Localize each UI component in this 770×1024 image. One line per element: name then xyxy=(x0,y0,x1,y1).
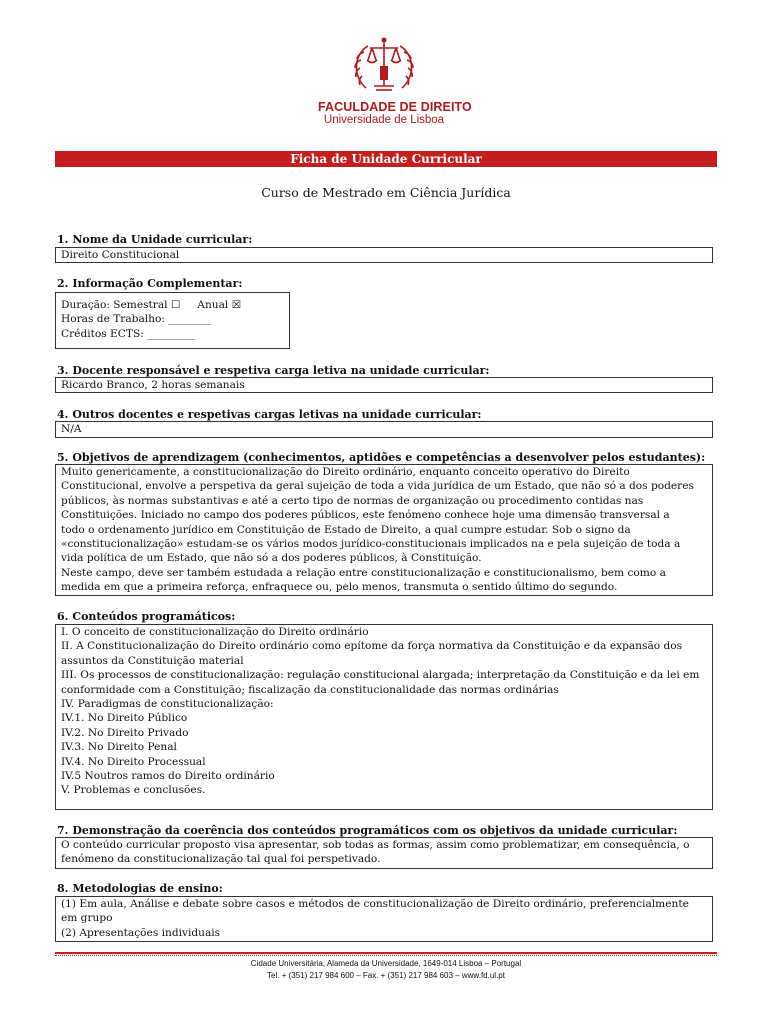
section-6-heading: 6. Conteúdos programáticos: xyxy=(57,610,236,623)
section-7-field xyxy=(55,837,713,869)
semestral-checkbox: ☐ xyxy=(170,299,181,311)
objectives-line: públicos, às normas substantivas e até a certo tipo de normas de organização ou procedimento contidas nas xyxy=(61,494,644,507)
scales-of-justice-icon xyxy=(346,36,422,98)
section-1-heading: 1. Nome da Unidade curricular: xyxy=(57,233,253,246)
contents-line: IV.3. No Direito Penal xyxy=(61,741,177,754)
objectives-line: Neste campo, deve ser também estudada a relação entre constitucionalização e constitucionalismo, bem como a xyxy=(61,566,666,579)
methodology-line: (1) Em aula, Análise e debate sobre casos e métodos de constitucionalização de Direito ordinário, preferencialmente xyxy=(61,898,689,910)
unit-name-value: Direito Constitucional xyxy=(61,249,180,261)
contents-line: IV.5 Noutros ramos do Direito ordinário xyxy=(61,770,275,783)
section-4-field xyxy=(55,421,713,438)
section-7-heading: 7. Demonstração da coerência dos conteúdos programáticos com os objetivos da unidade curricular: xyxy=(57,824,678,837)
section-5-heading: 5. Objetivos de aprendizagem (conhecimentos, aptidões e competências a desenvolver pelos estudantes): xyxy=(57,451,706,464)
contents-line: II. A Constitucionalização do Direito ordinário como epítome da força normativa da Constituição e da expansão dos xyxy=(61,640,683,653)
contents-line: IV.2. No Direito Privado xyxy=(61,726,189,739)
objectives-line: Muito genericamente, a constitucionalização do Direito ordinário, enquanto conceito operativo do Direito xyxy=(61,466,630,478)
contents-line: I. O conceito de constitucionalização do Direito ordinário xyxy=(61,626,369,638)
logo-university-name: Universidade de Lisboa xyxy=(323,114,445,126)
footer-divider-dotted xyxy=(55,955,717,956)
contents-line: III. Os processos de constitucionalização: regulação constitucional alargada; interpretação da Constituição e da lei em xyxy=(61,669,700,682)
footer-divider xyxy=(55,952,717,954)
section-1-field xyxy=(55,247,713,263)
responsible-teacher-value: Ricardo Branco, 2 horas semanais xyxy=(61,379,245,391)
contents-line: assuntos da Constituição material xyxy=(61,654,244,667)
duration-label: Duração: Semestral xyxy=(61,299,168,311)
contents-line: IV.1. No Direito Público xyxy=(61,712,188,725)
section-8-heading: 8. Metodologias de ensino: xyxy=(57,882,223,895)
course-name: Curso de Mestrado em Ciência Jurídica xyxy=(261,185,511,200)
section-4-heading: 4. Outros docentes e respetivas cargas letivas na unidade curricular: xyxy=(57,408,482,421)
coherence-line: fenómeno da constitucionalização tal qual foi perspetivado. xyxy=(61,853,381,866)
footer-address: Cidade Universitária, Alameda da Universidade, 1649-014 Lisboa – Portugal xyxy=(250,959,522,968)
contents-line: V. Problemas e conclusões. xyxy=(61,784,206,797)
contents-line: IV. Paradigmas de constitucionalização: xyxy=(61,698,274,711)
contents-line: conformidade com a Constituição; fiscalização da constitucionalidade das normas ordinárias xyxy=(61,683,559,696)
section-8-field xyxy=(55,896,713,942)
coherence-line: O conteúdo curricular proposto visa apresentar, sob todas as formas, assim como problematizar, em consequência, o xyxy=(61,839,690,851)
objectives-line: medida em que a primeira reforça, enfraquece ou, pelo menos, transmuta o sentido último do segundo. xyxy=(61,581,618,594)
methodology-line: em grupo xyxy=(61,912,113,925)
objectives-line: Constituições. Iniciado no campo dos poderes públicos, este fenómeno conhece hoje uma dimensão transversal a xyxy=(61,509,670,522)
section-3-heading: 3. Docente responsável e respetiva carga letiva na unidade curricular: xyxy=(57,364,490,377)
footer-contacts: Tel. + (351) 217 984 600 – Fax. + (351) 217 984 603 – www.fd.ul.pt xyxy=(267,971,505,980)
other-teachers-value: N/A xyxy=(61,423,82,435)
anual-label: Anual xyxy=(197,299,229,311)
objectives-line: «constitucionalização» estudam-se os vários modos jurídico-constitucionais implicados na e pela sujeição de toda a xyxy=(61,538,681,551)
methodology-line: (2) Apresentações individuais xyxy=(61,926,221,939)
form-title-banner: Ficha de Unidade Curricular xyxy=(55,151,717,167)
section-2-heading: 2. Informação Complementar: xyxy=(57,277,243,290)
ects-credits-line: Créditos ECTS: _________ xyxy=(61,327,195,340)
objectives-line: todo o ordenamento jurídico em Constituição de Estado de Direito, a qual cumpre estudar. Sob o signo da xyxy=(61,523,631,536)
work-hours-line: Horas de Trabalho: ________ xyxy=(61,313,211,326)
faculty-logo xyxy=(318,36,472,126)
section-5-field xyxy=(55,464,713,596)
objectives-line: vida política de um Estado, que não só a dos poderes públicos, à Constituição. xyxy=(61,552,482,565)
contents-line: IV.4. No Direito Processual xyxy=(61,755,206,768)
section-2-field xyxy=(55,292,290,349)
anual-checkbox: ☒ xyxy=(231,299,242,311)
objectives-line: Constitucional, envolve a perspetiva da geral sujeição de toda a vida jurídica de um Estado, que não só a dos poderes xyxy=(61,480,694,493)
section-6-field xyxy=(55,624,713,810)
duration-line xyxy=(61,298,289,312)
section-3-field xyxy=(55,377,713,393)
logo-faculty-name: FACULDADE DE DIREITO xyxy=(318,100,472,114)
